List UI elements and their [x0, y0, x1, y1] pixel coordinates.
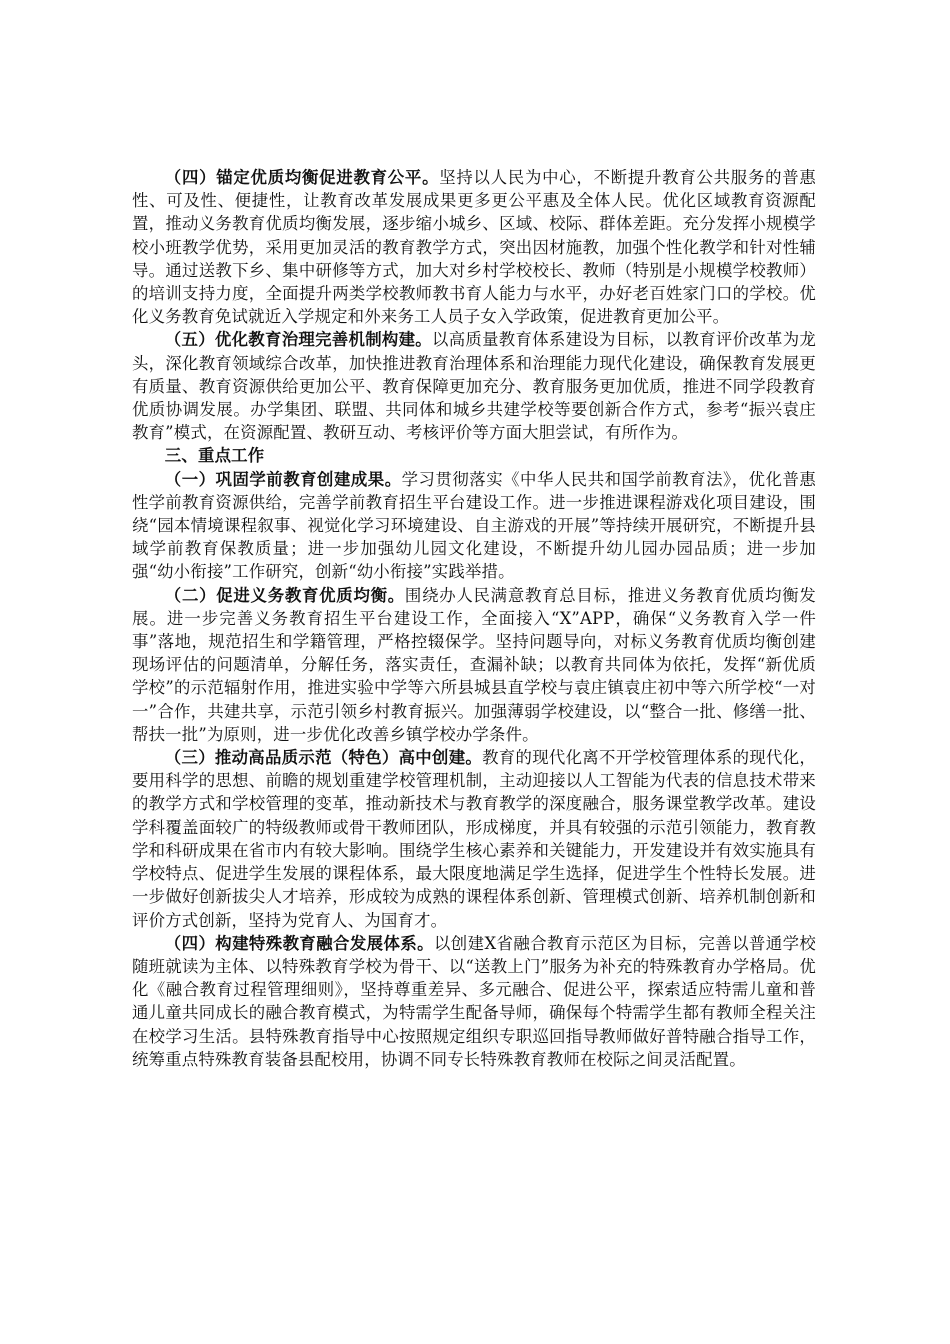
section-heading-text: 三、重点工作	[164, 446, 265, 466]
paragraph-high-school	[132, 746, 816, 932]
paragraph-text: 以创建X省融合教育示范区为目标，完善以普通学校随班就读为主体、以特殊教育学校为骨干、以“送教上门”服务为补充的特殊教育办学格局。优化《融合教育过程管理细则》，坚持尊重差异、多元融合、促进公平，探索适应特需儿童和普通儿童共同成长的融合教育模式，为特需学生配备导师，确保每个特需学生都有教师全程关注在校学习生活。县特殊教育指导中心按照规定组织专职巡回指导教师做好普特融合指导工作，统筹重点特殊教育装备县配校用，协调不同专长特殊教育教师在校际之间灵活配置。	[132, 933, 816, 1069]
paragraph-text: 教育的现代化离不开学校管理体系的现代化，要用科学的思想、前瞻的规划重建学校管理机制，主动迎接以人工智能为代表的信息技术带来的教学方式和学校管理的变革，推动新技术与教育教学的深度融合，服务课堂教学改革。建设学科覆盖面较广的特级教师或骨干教师团队，形成梯度，并具有较强的示范引领能力，教育教学和科研成果在省市内有较大影响。围绕学生核心素养和关键能力，开发建设并有效实施具有学校特点、促进学生发展的课程体系，最大限度地满足学生选择，促进学生个性特长发展。进一步做好创新拔尖人才培养，形成较为成熟的课程体系创新、管理模式创新、培养机制创新和评价方式创新，坚持为党育人、为国育才。	[132, 748, 816, 930]
paragraph-text: 学习贯彻落实《中华人民共和国学前教育法》，优化普惠性学前教育资源供给，完善学前教育招生平台建设工作。进一步推进课程游戏化项目建设，围绕“园本情境课程叙事、视觉化学习环境建设、自主游戏的开展”等持续开展研究，不断提升县域学前教育保教质量；进一步加强幼儿园文化建设，不断提升幼儿园办园品质；进一步加强“幼小衔接”工作研究，创新“幼小衔接”实践举措。	[132, 469, 816, 582]
section-heading	[132, 444, 816, 467]
paragraph-special-education	[132, 932, 816, 1071]
paragraph-governance	[132, 328, 816, 444]
paragraph-lead: （三）推动高品质示范（特色）高中创建。	[164, 748, 483, 768]
paragraph-preschool	[132, 468, 816, 584]
paragraph-text: 坚持以人民为中心，不断提升教育公共服务的普惠性、可及性、便捷性，让教育改革发展成果更多更公平惠及全体人民。优化区域教育资源配置，推动义务教育优质均衡发展，逐步缩小城乡、区域、校际、群体差距。充分发挥小规模学校小班教学优势，采用更加灵活的教育教学方式，突出因材施教，加强个性化教学和针对性辅导。通过送教下乡、集中研修等方式，加大对乡村学校校长、教师（特别是小规模学校教师）的培训支持力度，全面提升两类学校教师教书育人能力与水平，办好老百姓家门口的学校。优化义务教育免试就近入学规定和外来务工人员子女入学政策，促进教育更加公平。	[132, 168, 816, 327]
paragraph-text: 以高质量教育体系建设为目标，以教育评价改革为龙头，深化教育领域综合改革，加快推进教育治理体系和治理能力现代化建设，确保教育发展更有质量、教育资源供给更加公平、教育保障更加充分、教育服务更加优质，推进不同学段教育优质协调发展。办学集团、联盟、共同体和城乡共建学校等要创新合作方式，参考“振兴袁庄教育”模式，在资源配置、教研互动、考核评价等方面大胆尝试，有所作为。	[132, 330, 816, 443]
paragraph-lead: （一）巩固学前教育创建成果。	[164, 469, 402, 489]
paragraph-compulsory	[132, 584, 816, 746]
paragraph-text: 围绕办人民满意教育总目标，推进义务教育优质均衡发展。进一步完善义务教育招生平台建设工作，全面接入“X”APP，确保“义务教育入学一件事”落地，规范招生和学籍管理，严格控辍保学。坚持问题导向，对标义务教育优质均衡创建现场评估的问题清单，分解任务，落实责任，查漏补缺；以教育共同体为依托，发挥“新优质学校”的示范辐射作用，推进实验中学等六所县城县直学校与袁庄镇袁庄初中等六所学校“一对一”合作，共建共享，示范引领乡村教育振兴。加强薄弱学校建设，以“整合一批、修缮一批、帮扶一批”为原则，进一步优化改善乡镇学校办学条件。	[132, 585, 816, 744]
document-body	[132, 166, 816, 1071]
paragraph-equity	[132, 166, 816, 328]
paragraph-lead: （二）促进义务教育优质均衡。	[164, 585, 405, 605]
paragraph-lead: （四）构建特殊教育融合发展体系。	[164, 933, 434, 953]
paragraph-lead: （五）优化教育治理完善机制构建。	[164, 330, 432, 350]
paragraph-lead: （四）锚定优质均衡促进教育公平。	[164, 168, 440, 187]
